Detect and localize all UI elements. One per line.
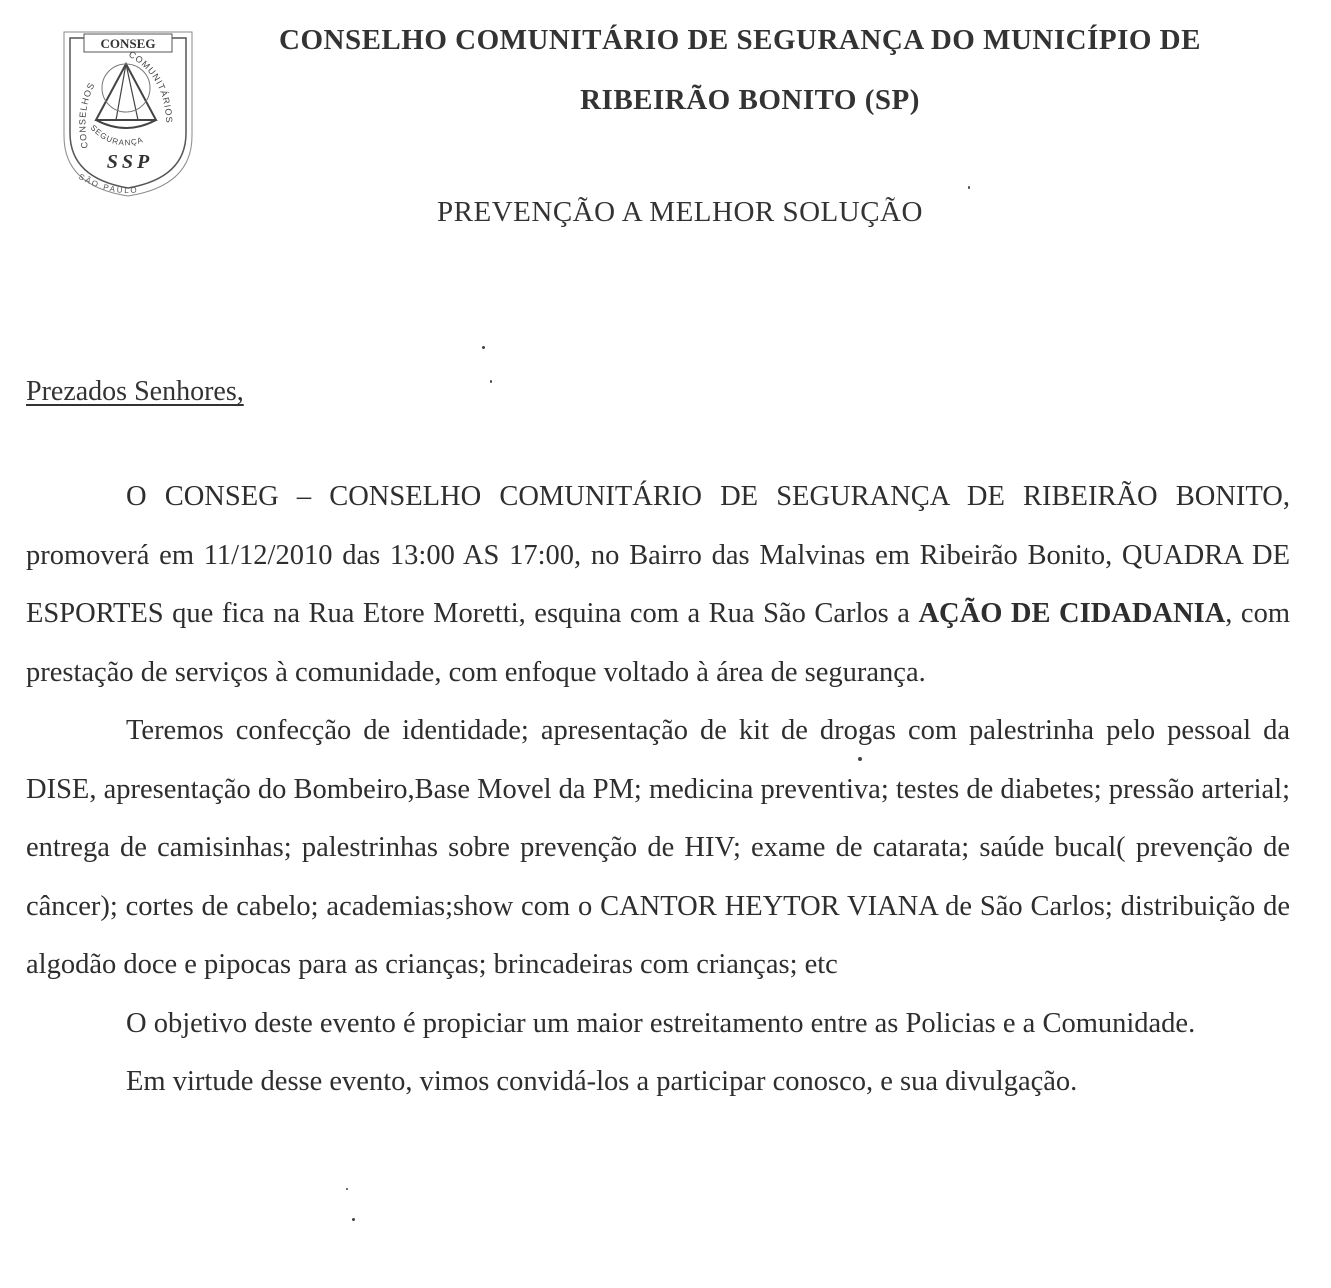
- paragraph-1-bold: AÇÃO DE CIDADANIA: [918, 598, 1226, 629]
- paragraph-3: O objetivo deste evento é propiciar um maior estreitamento entre as Policias e a Comunidade.: [126, 1007, 1196, 1039]
- conseg-seal-logo: [58, 28, 198, 198]
- logo-arc-left: CONSELHOS: [77, 80, 97, 150]
- scan-speck: [346, 1188, 348, 1190]
- paragraph-1: [26, 468, 1290, 702]
- paragraph-4: Em virtude desse evento, vimos convidá-los a participar conosco, e sua divulgação.: [126, 1066, 1078, 1097]
- scan-speck: [482, 346, 485, 349]
- logo-inner-bottom: SEGURANÇA: [88, 123, 145, 148]
- scan-speck: [858, 757, 862, 761]
- letter-body: [26, 468, 1290, 1112]
- scan-speck: [968, 186, 970, 189]
- paragraph-2: Teremos confecção de identidade; apresentação de kit de drogas com palestrinha pelo pessoal da DISE, apresentação do Bombeiro,Base Movel da PM; medicina preventiva; testes de diabetes; pressão arterial; entrega de camisinhas; palestrinhas sobre prevenção de HIV; exame de catarata; saúde bucal( prevenção de câncer); cortes de cabelo; academias;show com o CANTOR HEYTOR VIANA de São Carlos; distribuição de algodão doce e pipocas para as crianças; brincadeiras com crianças; etc: [26, 715, 1290, 980]
- scan-speck: [352, 1218, 355, 1221]
- logo-arc-right: COMUNITÁRIOS: [127, 49, 175, 124]
- svg-text:COMUNITÁRIOS: [127, 49, 174, 124]
- salutation: Prezados Senhores,: [26, 376, 244, 407]
- svg-text:CONSELHOS: [77, 81, 97, 150]
- paragraph-1-after-bold: , com prestação de serviços à comunidade, com enfoque voltado à área de segurança.: [26, 598, 1290, 688]
- motto: PREVENÇÃO A MELHOR SOLUÇÃO: [437, 196, 923, 228]
- paragraph-1-before-bold: O CONSEG – CONSELHO COMUNITÁRIO DE SEGURANÇA DE RIBEIRÃO BONITO, promoverá em 11/12/2010 das 13:00 AS 17:00, no Bairro das Malvinas em Ribeirão Bonito, QUADRA DE ESPORTES que fica na Rua Etore Moretti, esquina com a Rua São Carlos a: [26, 481, 1290, 629]
- header-title-line-1: CONSELHO COMUNITÁRIO DE SEGURANÇA DO MUNICÍPIO DE: [279, 24, 1201, 56]
- logo-bottom-arc: SÃO PAULO: [77, 171, 140, 196]
- header-title-line-2: RIBEIRÃO BONITO (SP): [580, 84, 920, 116]
- svg-text:SÃO PAULO: [77, 172, 139, 195]
- logo-initials: SSP: [106, 151, 154, 173]
- logo-top-label: CONSEG: [100, 36, 156, 51]
- scan-speck: [490, 380, 492, 383]
